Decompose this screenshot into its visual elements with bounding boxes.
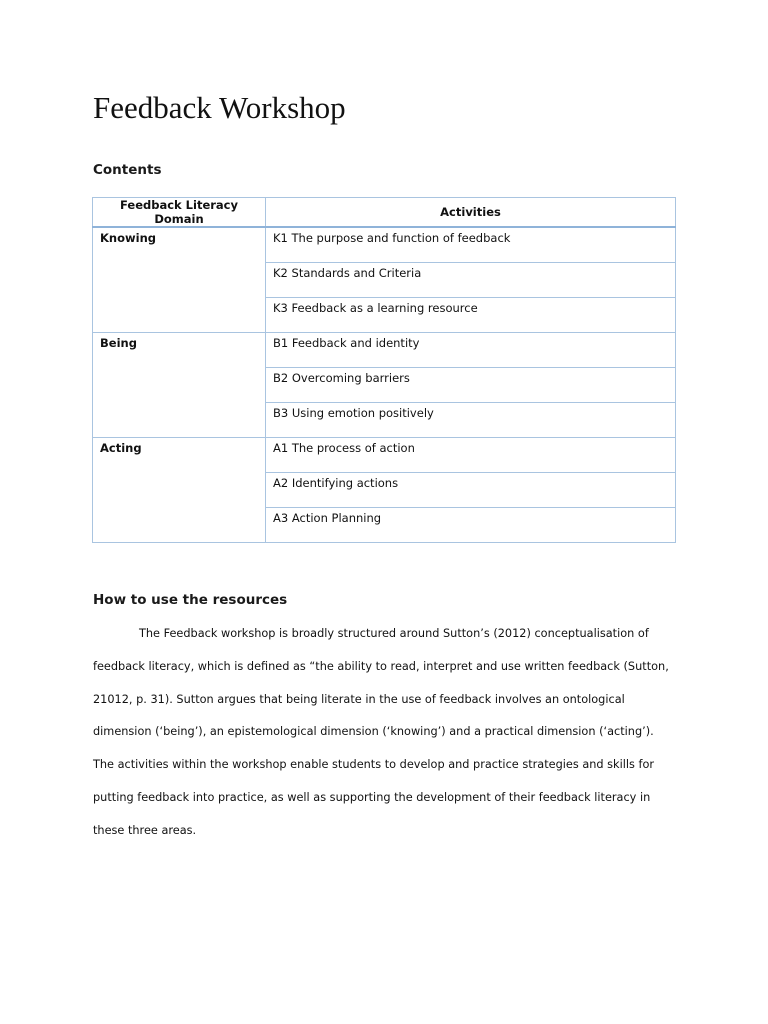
activity-cell: B1 Feedback and identity [266, 333, 676, 368]
activity-cell: K3 Feedback as a learning resource [266, 298, 676, 333]
activity-cell: K1 The purpose and function of feedback [266, 227, 676, 263]
domain-cell-acting: Acting [93, 438, 266, 543]
table-row [93, 227, 676, 263]
activity-cell: A3 Action Planning [266, 508, 676, 543]
body-paragraph: The Feedback workshop is broadly structured around Sutton’s (2012) conceptualisation of feedback literacy, which is defined as “the ability to read, interpret and use written feedback (Sutton, 21012, p. 31). Sutton argues that being literate in the use of feedback involves an ontological dimension (‘being’), an epistemological dimension (‘knowing’) and a practical dimension (‘acting’). The activities within the workshop enable students to develop and practice strategies and skills for putting feedback into practice, as well as supporting the development of their feedback literacy in these three areas. [93, 627, 669, 837]
column-header-domain: Feedback Literacy Domain [93, 198, 266, 228]
activity-cell: A1 The process of action [266, 438, 676, 473]
activity-cell: B2 Overcoming barriers [266, 368, 676, 403]
document-title: Feedback Workshop [93, 90, 346, 125]
table-header-row [93, 198, 676, 228]
table-row [93, 438, 676, 473]
activity-cell: K2 Standards and Criteria [266, 263, 676, 298]
column-header-activities: Activities [266, 198, 676, 228]
domain-cell-being: Being [93, 333, 266, 438]
section-heading-how-to-use: How to use the resources [93, 592, 288, 608]
activity-cell: A2 Identifying actions [266, 473, 676, 508]
domain-cell-knowing: Knowing [93, 227, 266, 333]
contents-table [92, 197, 676, 543]
contents-heading: Contents [93, 162, 162, 178]
table-row [93, 333, 676, 368]
activity-cell: B3 Using emotion positively [266, 403, 676, 438]
